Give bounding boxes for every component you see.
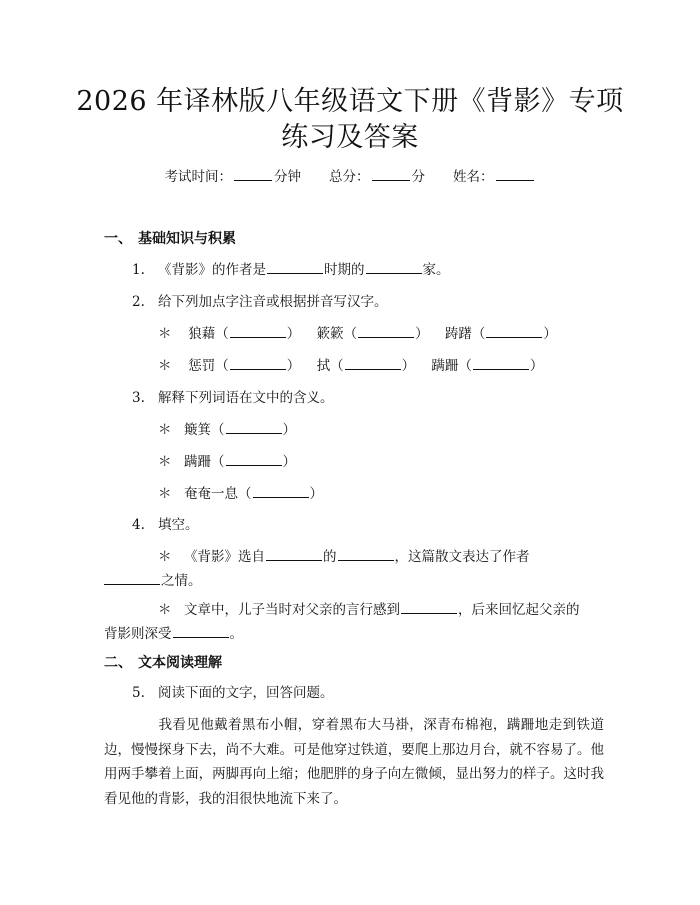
question-text: 阅读下面的文字，回答问题。 xyxy=(158,685,334,701)
answer-blank xyxy=(366,260,422,274)
bullet-star: ＊ xyxy=(158,422,172,438)
question-number: 2. xyxy=(132,294,145,310)
section-number: 二、 xyxy=(104,655,132,671)
section-number: 一、 xyxy=(104,231,132,247)
pinyin-item: 拭（ ） xyxy=(316,358,416,374)
exam-time-blank xyxy=(234,167,272,181)
bullet-star: ＊ xyxy=(158,549,172,565)
reading-passage xyxy=(104,713,604,811)
total-score-blank xyxy=(372,167,410,181)
question-2 xyxy=(132,292,388,312)
pinyin-row-2 xyxy=(158,356,555,376)
bullet-star: ＊ xyxy=(158,358,172,374)
document-title-line1: 2026 年译林版八年级语文下册《背影》专项 xyxy=(76,86,624,117)
total-score-label: 总分： xyxy=(329,169,370,185)
pinyin-item: 簌簌（ ） xyxy=(316,326,429,342)
answer-blank xyxy=(253,484,309,498)
question-3 xyxy=(132,388,334,408)
exam-time-unit: 分钟 xyxy=(274,169,301,185)
pinyin-row-1 xyxy=(158,324,569,344)
question-text: 解释下列词语在文中的含义。 xyxy=(158,390,334,406)
fill-blank-item-2: ＊ 文章中，儿子当时对父亲的言行感到 ，后来回忆起父亲的 背影则深受 。 xyxy=(104,598,599,646)
question-text: 《背影》的作者是 xyxy=(158,262,266,278)
answer-blank xyxy=(267,260,323,274)
question-text: 家。 xyxy=(422,262,450,278)
question-number: 5. xyxy=(132,685,145,701)
answer-blank xyxy=(473,356,529,370)
section-heading-basic-knowledge xyxy=(104,229,236,249)
bullet-star: ＊ xyxy=(158,326,172,342)
question-number: 1. xyxy=(132,262,145,278)
answer-blank xyxy=(226,420,282,434)
answer-blank xyxy=(358,324,414,338)
question-number: 3. xyxy=(132,390,145,406)
definition-item: ＊ 奄奄一息（ ） xyxy=(158,486,323,502)
pinyin-item: 踌躇（ ） xyxy=(444,326,557,342)
bullet-star: ＊ xyxy=(158,454,172,470)
document-title-line2: 练习及答案 xyxy=(281,122,419,153)
definition-item: ＊ 簸箕（ ） xyxy=(158,422,296,438)
total-score-unit: 分 xyxy=(411,169,425,185)
bullet-star: ＊ xyxy=(158,602,172,618)
pinyin-item: 蹒跚（ ） xyxy=(431,358,544,374)
section-title: 文本阅读理解 xyxy=(138,655,222,671)
pinyin-item: 惩罚（ ） xyxy=(188,358,301,374)
fill-blank-item-1: ＊ 《背影》选自 的 ，这篇散文表达了作者 之情。 xyxy=(104,545,599,593)
student-name-blank xyxy=(496,167,534,181)
question-number: 4. xyxy=(132,517,145,533)
section-title: 基础知识与积累 xyxy=(138,231,236,247)
question-text: 填空。 xyxy=(158,517,199,533)
section-heading-reading xyxy=(104,653,222,673)
question-1 xyxy=(132,260,450,280)
answer-blank xyxy=(345,356,401,370)
question-text: 给下列加点字注音或根据拼音写汉字。 xyxy=(158,294,388,310)
question-5 xyxy=(132,683,334,703)
answer-blank xyxy=(230,356,286,370)
exam-info-line xyxy=(0,167,700,187)
answer-blank xyxy=(230,324,286,338)
passage-text: 我看见他戴着黑布小帽，穿着黑布大马褂，深青布棉袍，蹒跚地走到铁道边，慢慢探身下去，尚不大难。可是他穿过铁道，要爬上那边月台，就不容易了。他用两手攀着上面，两脚再向上缩；他肥胖的身子向左微倾，显出努力的样子。这时我看见他的背影，我的泪很快地流下来了。 xyxy=(104,717,604,807)
student-name-label: 姓名： xyxy=(453,169,494,185)
pinyin-item: 狼藉（ ） xyxy=(188,326,301,342)
question-4 xyxy=(132,515,199,535)
definition-item: ＊ 蹒跚（ ） xyxy=(158,454,296,470)
answer-blank xyxy=(486,324,542,338)
question-text: 时期的 xyxy=(324,262,365,278)
answer-blank xyxy=(226,452,282,466)
exam-time-label: 考试时间： xyxy=(164,169,232,185)
bullet-star: ＊ xyxy=(158,486,172,502)
